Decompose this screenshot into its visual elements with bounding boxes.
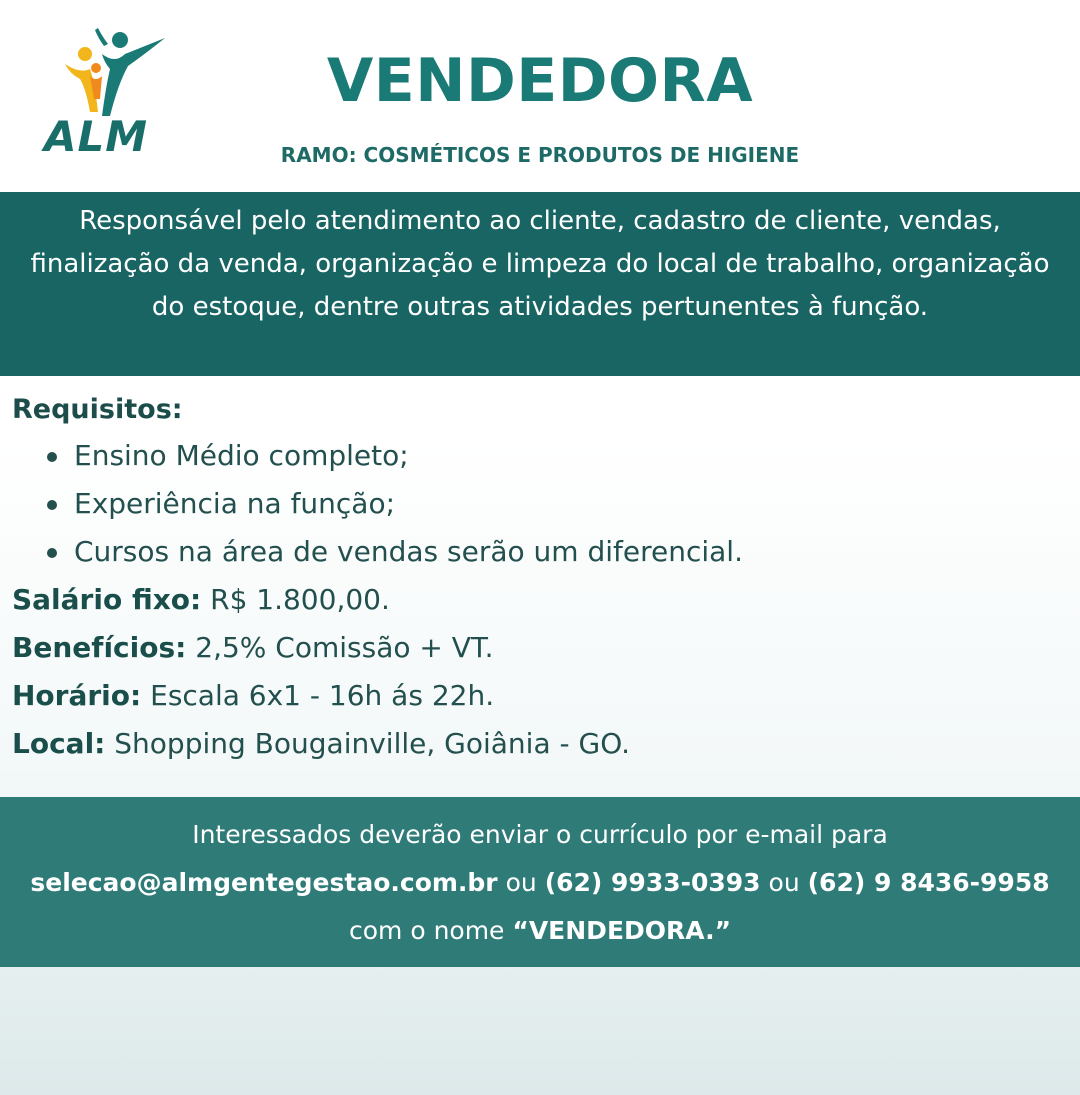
location-line [12, 720, 1062, 768]
contact-intro: Interessados deverão enviar o currículo por e-mail para [192, 820, 888, 849]
job-description: Responsável pelo atendimento ao cliente, cadastro de cliente, vendas, finalização da venda, organização e limpeza do local de trabalho, organização do estoque, dentre outras atividades pertunentes à função. [30, 206, 1050, 322]
benefits-value: 2,5% Comissão + VT. [195, 631, 494, 664]
benefits-line [12, 624, 1062, 672]
description-band [0, 192, 1080, 376]
contact-phone-1: (62) 9933-0393 [544, 868, 761, 897]
requirements-list [12, 432, 1062, 576]
requirement-item [12, 432, 1062, 480]
logo-text: ALM [44, 112, 149, 161]
contact-or: ou [768, 868, 800, 897]
requirement-item [12, 480, 1062, 528]
contact-band [0, 797, 1080, 967]
contact-or: ou [505, 868, 537, 897]
bullet-icon [47, 452, 57, 462]
bullet-icon [47, 548, 57, 558]
schedule-value: Escala 6x1 - 16h ás 22h. [150, 679, 495, 712]
salary-value: R$ 1.800,00. [210, 583, 390, 616]
contact-subject: “VENDEDORA.” [512, 916, 732, 945]
page-title: VENDEDORA [326, 46, 754, 116]
location-value: Shopping Bougainville, Goiânia - GO. [114, 727, 631, 760]
location-label: Local: [12, 727, 106, 760]
contact-with-name: com o nome [348, 916, 505, 945]
contact-email: selecao@almgentegestao.com.br [30, 868, 498, 897]
requirement-text: Cursos na área de vendas serão um diferencial. [74, 535, 743, 568]
salary-line [12, 576, 1062, 624]
contact-phone-2: (62) 9 8436-9958 [807, 868, 1050, 897]
bullet-icon [47, 500, 57, 510]
requirement-text: Experiência na função; [74, 487, 396, 520]
page-subtitle: RAMO: COSMÉTICOS E PRODUTOS DE HIGIENE [280, 143, 800, 167]
requirements-heading: Requisitos: [12, 394, 183, 425]
header [0, 0, 1080, 192]
job-details [12, 388, 1062, 768]
requirement-text: Ensino Médio completo; [74, 439, 409, 472]
salary-label: Salário fixo: [12, 583, 202, 616]
schedule-label: Horário: [12, 679, 142, 712]
schedule-line [12, 672, 1062, 720]
benefits-label: Benefícios: [12, 631, 187, 664]
requirement-item [12, 528, 1062, 576]
